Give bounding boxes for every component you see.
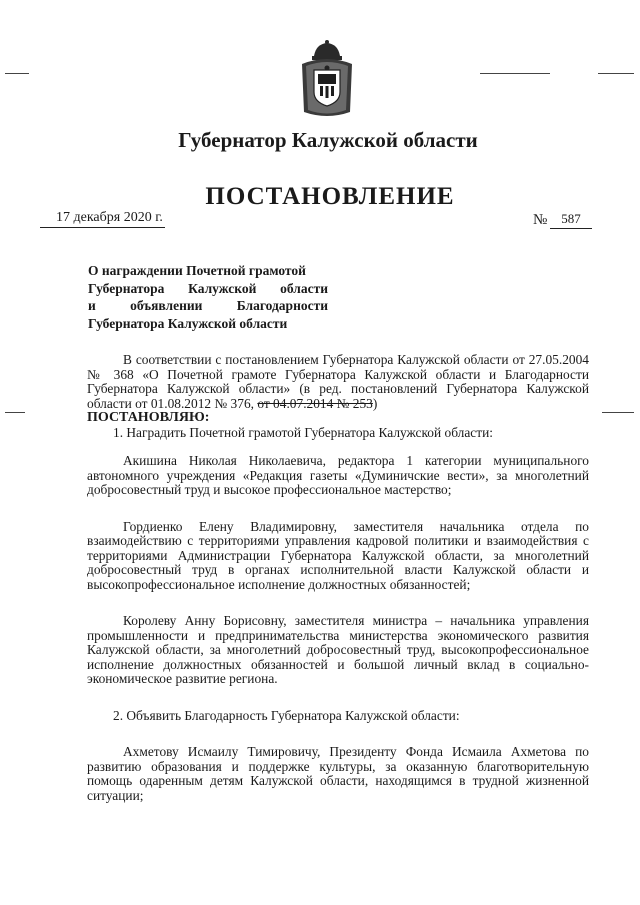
document-heading [88, 262, 328, 332]
preamble-paragraph [87, 353, 589, 411]
award-item: Акишина Николая Николаевича, редактора 1 категории муниципального автономного учреждения «Редакция газеты «Думиничские вести», за многолетний добросовестный труд и высокое профессиональное мастерство; [87, 453, 589, 497]
issuing-authority: Губернатор Калужской области [178, 128, 478, 152]
section-1-title: 1. Наградить Почетной грамотой Губернатора Калужской области: [113, 424, 493, 440]
award-item: Королеву Анну Борисовну, заместителя министра – начальника управления промышленности и предпринимательства министерства экономического развития Калужской области, за многолетний добросовестный труд, высокопрофессиональное исполнение должностных обязанностей и большой личный вклад в социально-экономическое развитие региона. [87, 613, 589, 686]
scan-mark-left [5, 73, 29, 74]
gratitude-item: Ахметову Исмаилу Тимировичу, Президенту Фонда Исмаила Ахметова по развитию образования и поддержке культуры, за оказанную благотворительную помощь одаренным детям Калужской области, находящимся в трудной жизненной ситуации; [87, 744, 589, 803]
award-item: Гордиенко Елену Владимировну, заместителя начальника отдела по взаимодействию с территориями управления кадровой политики и взаимодействия с территориями Администрации Губернатора Калужской области, за многолетний добросовестный труд в органах исполнительной власти Калужской области и высокопрофессиональное исполнение должностных обязанностей; [87, 518, 589, 592]
heading-line: и объявлении Благодарности [88, 298, 328, 313]
scan-mark-right [480, 73, 550, 74]
number-sign: № [533, 212, 548, 228]
heading-line: Губернатора Калужской области [88, 315, 288, 331]
section-2-title: 2. Объявить Благодарность Губернатора Калужской области: [113, 707, 460, 723]
scan-mark-right [598, 73, 634, 74]
struck-text: от 04.07.2014 № 253 [257, 395, 373, 411]
document-date: 17 декабря 2020 г. [40, 210, 165, 228]
preamble-tail: ) [372, 395, 378, 411]
scan-mark-right [602, 412, 634, 413]
preamble-text: В соответствии с постановлением Губернатора Калужской области от 27.05.2004 № 368 «О Почетной грамоте Губернатора Калужской области и Благодарности Губернатора Калужской области» (в ред. постановлений Губернатора Калужской области от 01.08.2012 № 376, [87, 352, 589, 411]
scan-mark-left [5, 412, 25, 413]
document-type: ПОСТАНОВЛЕНИЕ [205, 183, 455, 210]
heading-line: Губернатора Калужской области [88, 280, 328, 296]
document-number: 587 [550, 211, 592, 229]
coat-of-arms-icon [300, 40, 354, 120]
document-body [87, 353, 589, 803]
resolve-heading: ПОСТАНОВЛЯЮ: [87, 410, 210, 425]
heading-line: О награждении Почетной грамотой [88, 263, 306, 278]
